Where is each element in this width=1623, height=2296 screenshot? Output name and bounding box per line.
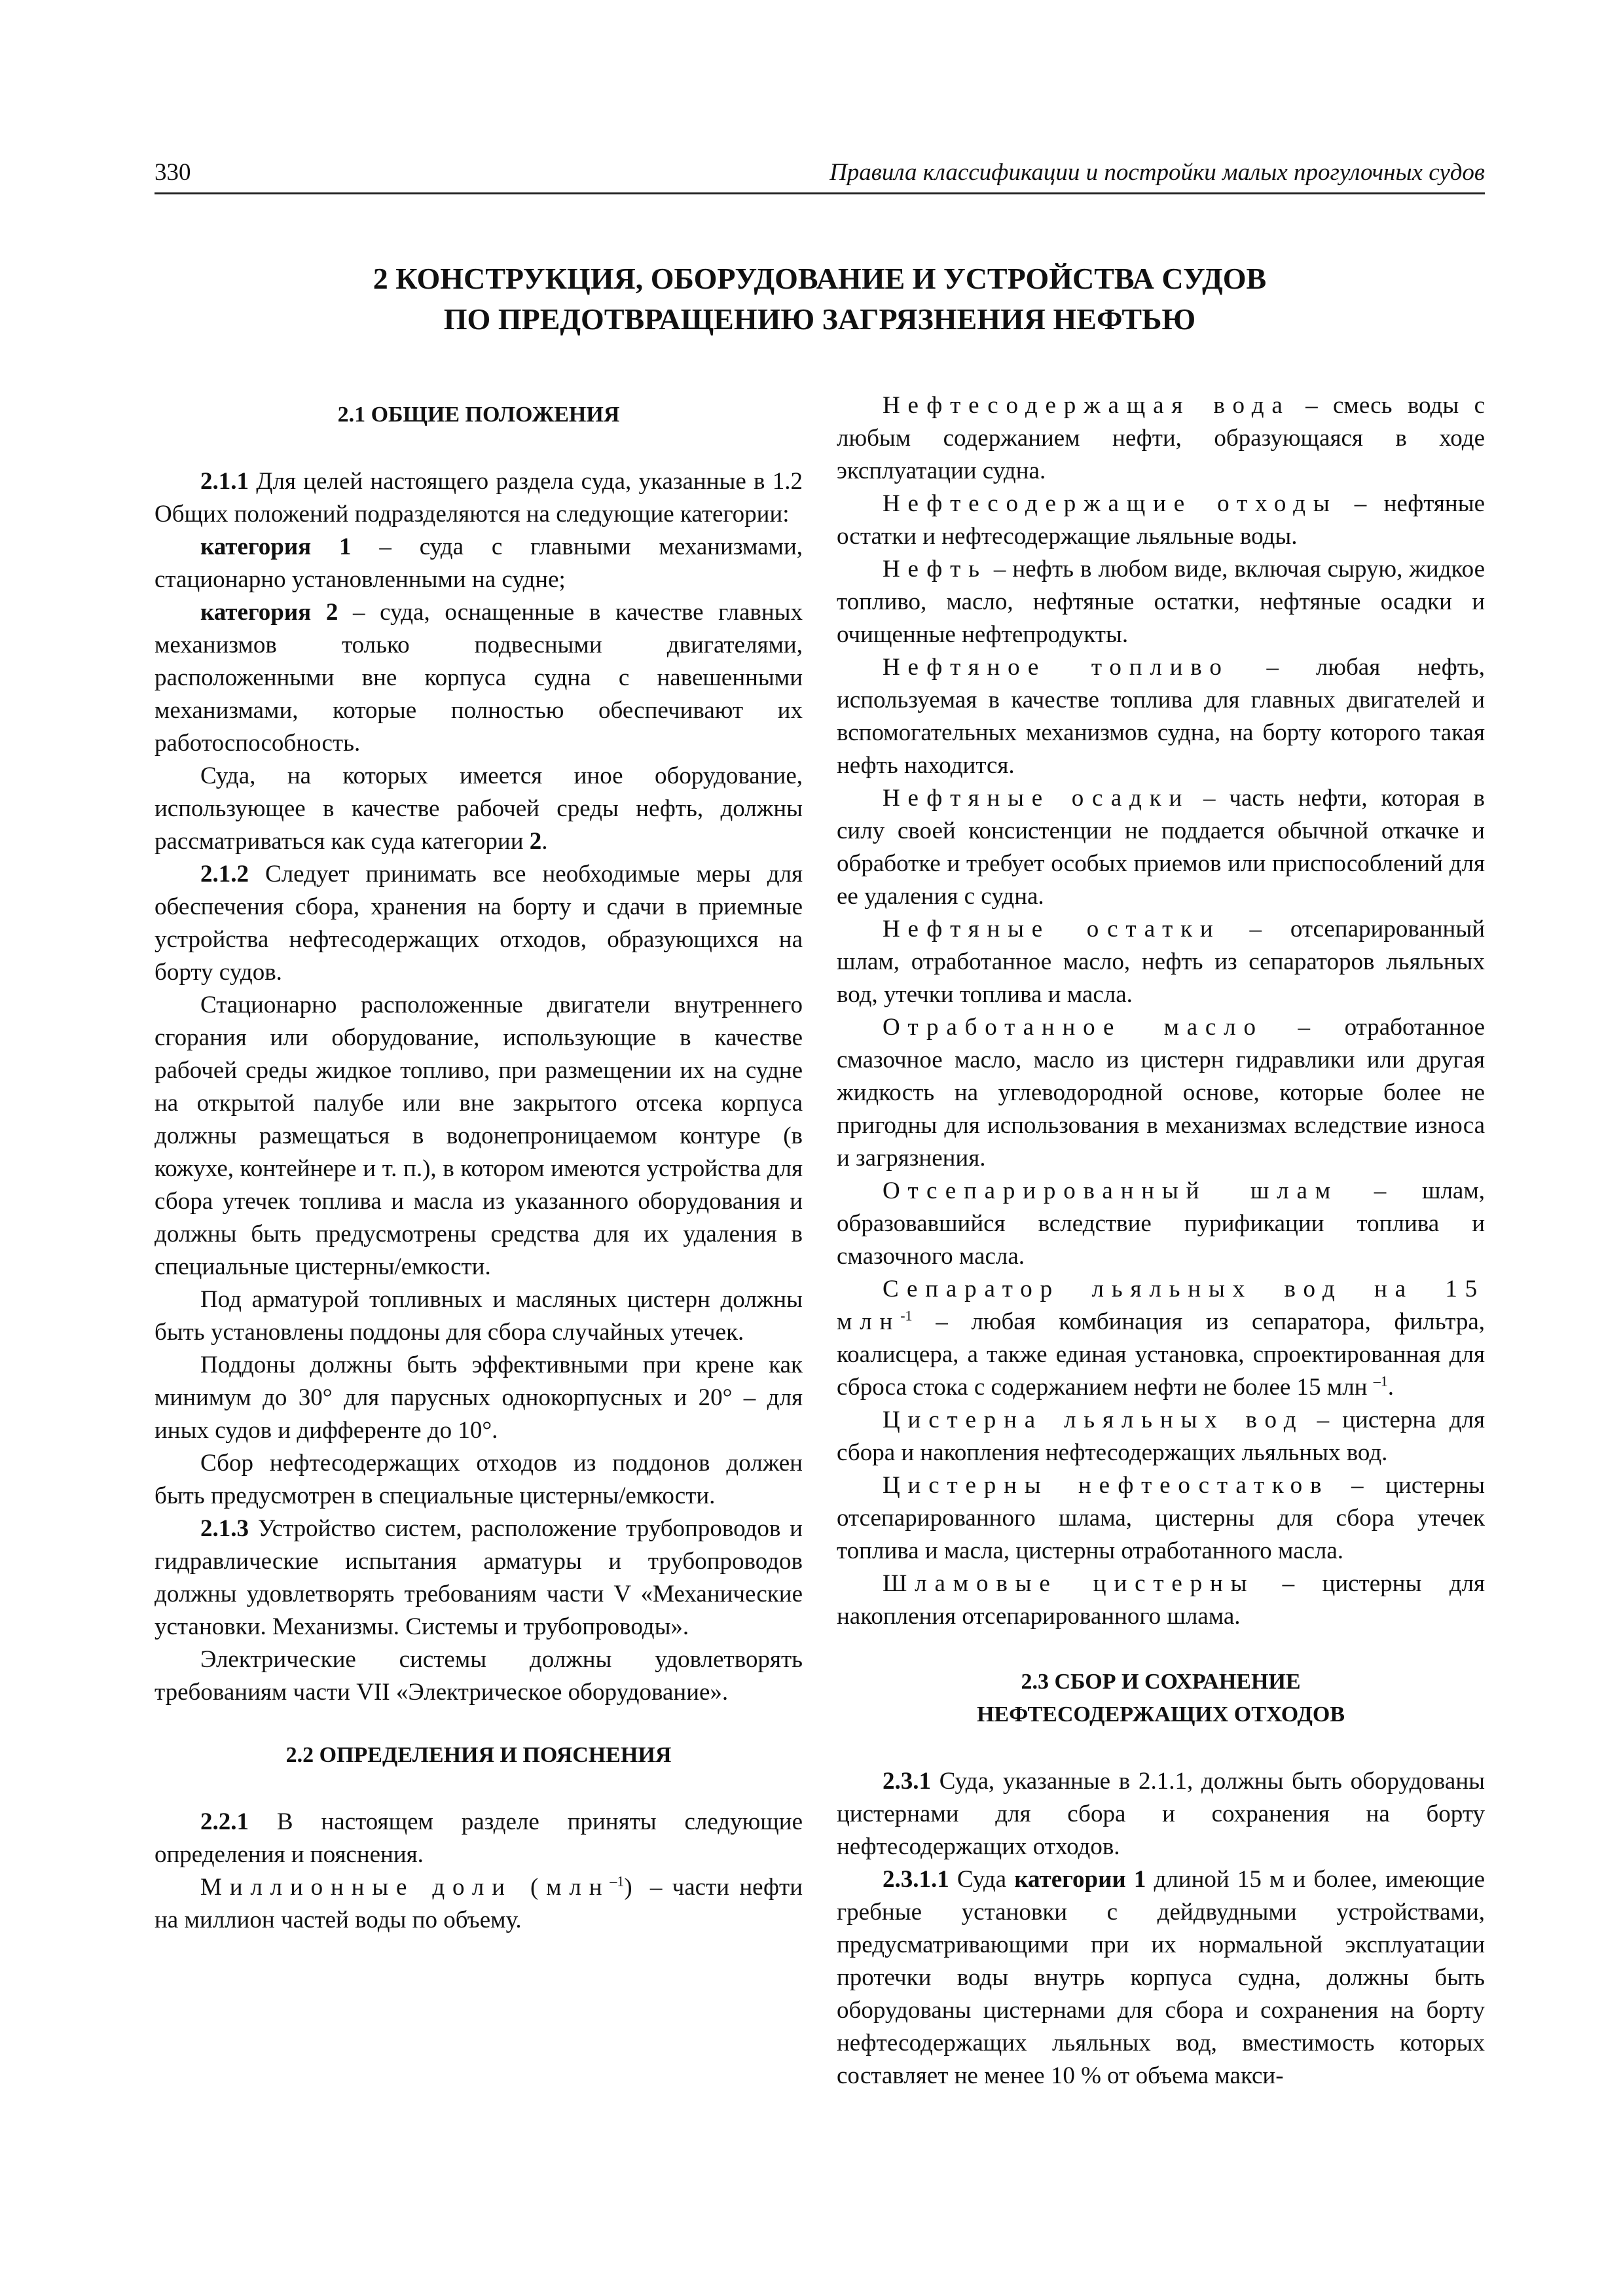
definition-item: Нефтесодержащие отходы – нефтяные остатки и нефтесодержащие льяльные воды. [837,490,1485,550]
running-title: Правила классификации и постройки малых прогулочных судов [830,159,1485,186]
definition-item: Нефтяные осадки – часть нефти, которая в силу своей консистенции не поддается обычной откачке и обработке и требует особых приемов или приспособлений для ее удаления с судна. [837,785,1485,910]
chapter-title-line-2: ПО ПРЕДОТВРАЩЕНИЮ ЗАГРЯЗНЕНИЯ НЕФТЬЮ [443,302,1196,336]
chapter-title [155,259,1485,340]
definition-item: Нефтесодержащая вода – смесь воды с любым содержанием нефти, образующаяся в ходе эксплуатации судна. [837,392,1485,484]
definition-ppm: Миллионные доли (млн$^{-1}$) – части нефти на миллион частей воды по объему. [155,1873,803,1933]
paragraph-2-1-3: 2.1.3 Устройство систем, расположение трубопроводов и гидравлические испытания арматуры и трубопроводов должны удовлетворять требованиям части V «Механические установки. Механизмы. Системы и трубопроводы». [155,1515,803,1640]
definition-separator: Сепаратор льяльных вод на 15 млн$^{-1}$ – любая комбинация из сепаратора, фильтра, коалисцера, а также единая установка, спроектированная для сброса стока с содержанием нефти не более 15 млн $^{-1}$. [837,1276,1485,1401]
engines-paragraph: Стационарно расположенные двигатели внутреннего сгорания или оборудование, использующие в качестве рабочей среды жидкое топливо, при размещении их на судне на открытой палубе или вне закрытого отсека корпуса должны размещаться в водонепроницаемом контуре (в кожухе, контейнере и т. п.), в котором имеются устройства для сбора утечек топлива и масла из указанного оборудования и должны быть предусмотрены средства для их удаления в специальные цистерны/емкости. [155,992,803,1280]
definition-item: Отсепарированный шлам – шлам, образовавшийся вследствие пурификации топлива и смазочного масла. [837,1177,1485,1270]
paragraph-2-3-1-1: 2.3.1.1 Суда категории 1 длиной 15 м и более, имеющие гребные установки с дейдвудными устройствами, предусматривающими при их нормальной эксплуатации протечки воды внутрь корпуса судна, должны быть оборудованы цистернами для сбора и сохранения на борту нефтесодержащих льяльных вод, вместимость которых составляет не менее 10 % от объема макси- [837,1866,1485,2089]
paragraph-2-2-1: 2.2.1 В настоящем разделе приняты следующие определения и пояснения. [155,1808,803,1868]
chapter-title-line-1: 2 КОНСТРУКЦИЯ, ОБОРУДОВАНИЕ И УСТРОЙСТВА СУДОВ [373,262,1267,295]
definition-item: Отработанное масло – отработанное смазочное масло, масло из цистерн гидравлики или другая жидкость на углеводородной основе, которые более не пригодны для использования в механизмах вследствие износа и загрязнения. [837,1014,1485,1172]
section-heading-2-3: 2.3 СБОР И СОХРАНЕНИЕ НЕФТЕСОДЕРЖАЩИХ ОТХОДОВ [976,1670,1345,1727]
paragraph-2-3-1: 2.3.1 Суда, указанные в 2.1.1, должны быть оборудованы цистернами для сбора и сохранения на борту нефтесодержащих отходов. [837,1768,1485,1860]
definition-item: Нефтяные остатки – отсепарированный шлам, отработанное масло, нефть из сепараторов льяльных вод, утечки топлива и масла. [837,916,1486,1008]
trays-efficiency-paragraph: Поддоны должны быть эффективными при крене как минимум до 30° для парусных однокорпусных и 20° – для иных судов и дифференте до 10°. [155,1352,803,1444]
page-number: 330 [155,159,191,186]
category-1-paragraph: категория 1 – суда с главными механизмами, стационарно установленными на судне; [155,533,803,593]
section-heading-2-1: 2.1 ОБЩИЕ ПОЛОЖЕНИЯ [337,403,620,427]
page-header [155,158,1485,194]
category-2-paragraph: категория 2 – суда, оснащенные в качестве главных механизмов только подвесными двигателями, расположенными вне корпуса судна с навешенными механизмами, которые полностью обеспечивают их работоспособность. [155,599,803,757]
left-column [155,389,803,1937]
other-equipment-paragraph: Суда, на которых имеется иное оборудование, использующее в качестве рабочей среды нефть, должны рассматриваться как суда категории 2. [155,762,803,855]
section-heading-2-2: 2.2 ОПРЕДЕЛЕНИЯ И ПОЯСНЕНИЯ [285,1743,672,1767]
definition-item: Цистерна льяльных вод – цистерна для сбора и накопления нефтесодержащих льяльных вод. [837,1407,1485,1466]
definition-item: Нефть – нефть в любом виде, включая сырую, жидкое топливо, масло, нефтяные остатки, нефтяные осадки и очищенные нефтепродукты. [837,556,1485,648]
definition-item: Нефтяное топливо – любая нефть, используемая в качестве топлива для главных двигателей и вспомогательных механизмов судна, на борту которого такая нефть находится. [837,654,1485,779]
trays-paragraph: Под арматурой топливных и масляных цистерн должны быть установлены поддоны для сбора случайных утечек. [155,1286,803,1346]
paragraph-2-1-1: 2.1.1 Для целей настоящего раздела суда, указанные в 1.2 Общих положений подразделяются на следующие категории: [155,468,803,528]
right-column [837,389,1485,2092]
definition-item: Цистерны нефтеостатков – цистерны отсепарированного шлама, цистерны для сбора утечек топлива и масла, цистерны отработанного масла. [837,1472,1485,1564]
electrical-paragraph: Электрические системы должны удовлетворять требованиям части VII «Электрическое оборудование». [155,1646,803,1706]
definition-item: Шламовые цистерны – цистерны для накопления отсепарированного шлама. [837,1570,1485,1630]
paragraph-2-1-2: 2.1.2 Следует принимать все необходимые меры для обеспечения сбора, хранения на борту и сдачи в приемные устройства нефтесодержащих отходов, образующихся на борту судов. [155,861,803,986]
waste-collection-paragraph: Сбор нефтесодержащих отходов из поддонов должен быть предусмотрен в специальные цистерны/емкости. [155,1450,803,1509]
